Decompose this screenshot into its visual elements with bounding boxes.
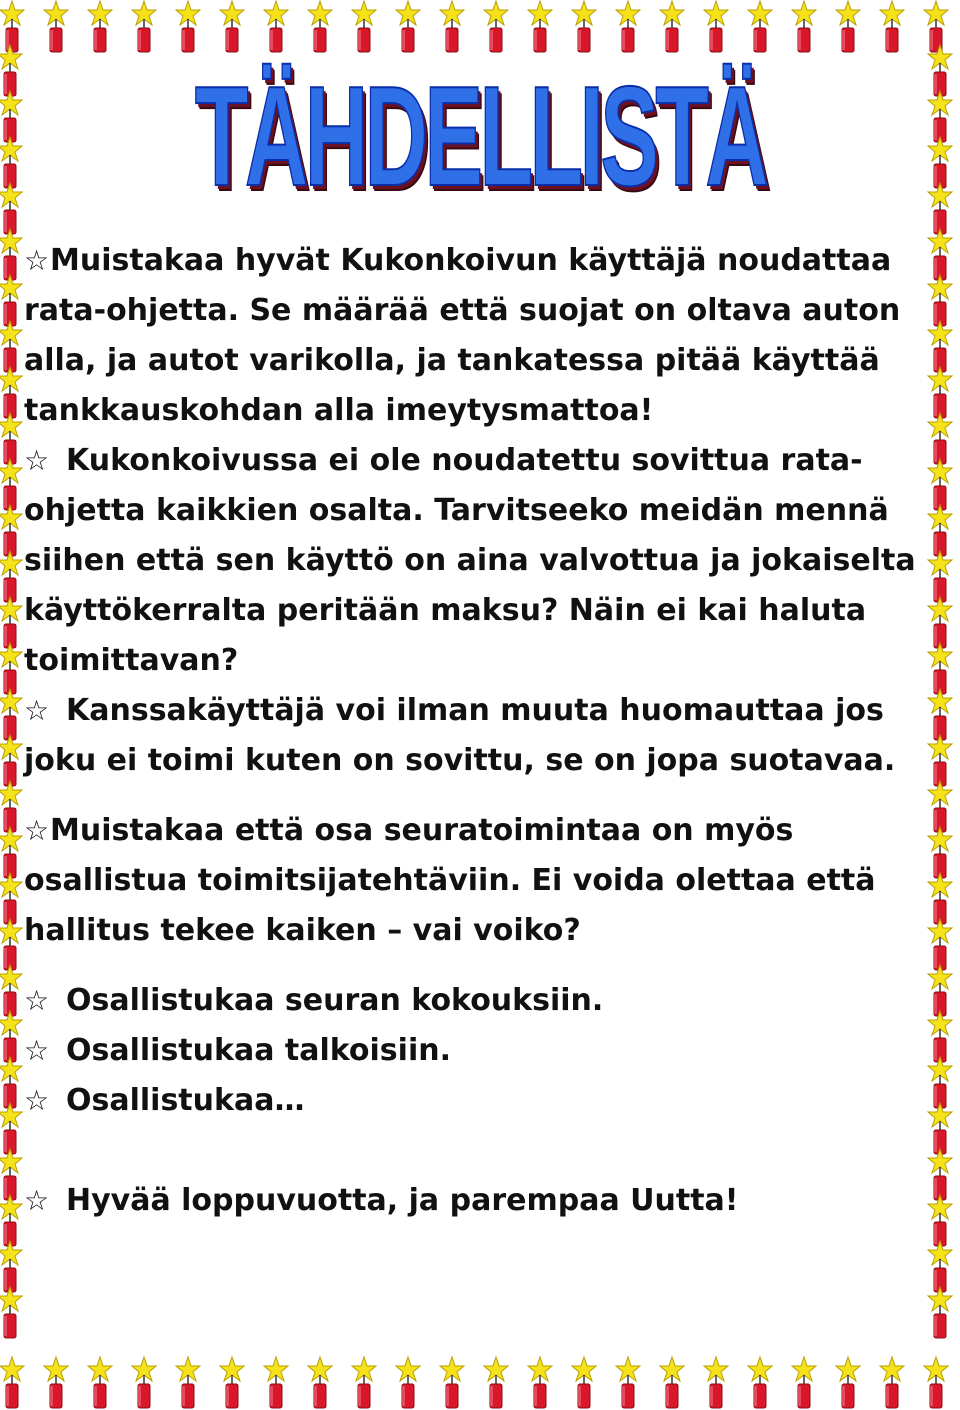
firecracker-icon [0, 321, 22, 372]
firecracker-icon [0, 367, 22, 418]
list-item-talkoot [24, 1026, 924, 1076]
firecracker-icon [0, 1057, 22, 1108]
firecracker-icon [0, 781, 22, 832]
firecracker-icon [616, 1357, 640, 1408]
list-item-kokoukset [24, 976, 924, 1026]
firecracker-icon [928, 551, 952, 602]
firecracker-icon [264, 1, 288, 52]
star-outline-icon: ☆ [24, 1034, 50, 1067]
paragraph-text: Kukonkoivussa ei ole noudatettu sovittua rata-ohjetta kaikkien osalta. Tarvitseeko meidän mennä siihen että sen käyttö on aina valvottua ja jokaiselta käyttökerralta peritään maksu? Näin ei kai haluta toimittavan? [24, 443, 916, 678]
document-body [24, 236, 924, 1226]
firecracker-icon [928, 275, 952, 326]
firecracker-icon [352, 1, 376, 52]
firecracker-icon [132, 1, 156, 52]
paragraph-rata-ohje [24, 236, 924, 436]
firecracker-icon [0, 1103, 22, 1154]
firecracker-icon [352, 1357, 376, 1408]
paragraph-text: Muistakaa että osa seuratoimintaa on myös osallistua toimitsijatehtäviin. Ei voida olettaa että hallitus tekee kaiken – vai voiko? [24, 813, 876, 948]
firecracker-icon [792, 1357, 816, 1408]
firecracker-icon [836, 1357, 860, 1408]
firecracker-icon [704, 1357, 728, 1408]
firecracker-icon [176, 1, 200, 52]
firecracker-icon [0, 551, 22, 602]
firecracker-icon [0, 137, 22, 188]
firecracker-icon [0, 1241, 22, 1292]
firecracker-icon [880, 1357, 904, 1408]
paragraph-text: Kanssakäyttäjä voi ilman muuta huomauttaa jos joku ei toimi kuten on sovittu, se on jopa suotavaa. [24, 693, 896, 778]
firecracker-icon [220, 1357, 244, 1408]
firecracker-icon [928, 919, 952, 970]
firecracker-icon [660, 1357, 684, 1408]
firecracker-icon [572, 1, 596, 52]
firecracker-icon [928, 643, 952, 694]
firecracker-icon [0, 919, 22, 970]
list-item-osallistukaa [24, 1076, 924, 1126]
firecracker-icon [928, 1057, 952, 1108]
firecracker-icon [396, 1357, 420, 1408]
firecracker-icon [928, 873, 952, 924]
firecracker-icon [928, 1103, 952, 1154]
firecracker-icon [308, 1, 332, 52]
firecracker-icon [132, 1357, 156, 1408]
firecracker-icon [440, 1, 464, 52]
firecracker-icon [176, 1357, 200, 1408]
firecracker-icon [0, 1287, 22, 1338]
firecracker-icon [748, 1357, 772, 1408]
firecracker-icon [836, 1, 860, 52]
firecracker-icon [0, 91, 22, 142]
page-title: TÄHDELLISTÄ [194, 57, 766, 216]
firecracker-icon [928, 1287, 952, 1338]
firecracker-icon [220, 1, 244, 52]
firecracker-icon [660, 1, 684, 52]
firecracker-icon [928, 229, 952, 280]
firecracker-icon [0, 689, 22, 740]
star-outline-icon: ☆ [24, 984, 50, 1017]
firecracker-icon [928, 505, 952, 556]
firecracker-icon [928, 321, 952, 372]
firecracker-icon [0, 413, 22, 464]
firecracker-icon [528, 1357, 552, 1408]
firecracker-icon [484, 1, 508, 52]
firecracker-icon [928, 1241, 952, 1292]
firecracker-icon [928, 367, 952, 418]
firecracker-icon [0, 45, 22, 96]
paragraph-text: Muistakaa hyvät Kukonkoivun käyttäjä noudattaa rata-ohjetta. Se määrää että suojat on oltava auton alla, ja autot varikolla, ja tankatessa pitää käyttää tankkauskohdan alla imeytysmattoa! [24, 243, 901, 428]
firecracker-icon [0, 1195, 22, 1246]
firecracker-icon [928, 1195, 952, 1246]
firecracker-icon [440, 1357, 464, 1408]
firecracker-icon [0, 597, 22, 648]
firecracker-icon [748, 1, 772, 52]
firecracker-icon [0, 1011, 22, 1062]
firecracker-icon [928, 413, 952, 464]
firecracker-icon [928, 91, 952, 142]
firecracker-icon [928, 735, 952, 786]
firecracker-icon [572, 1357, 596, 1408]
list-item-text: Osallistukaa talkoisiin. [66, 1033, 451, 1068]
closing-greeting [24, 1176, 924, 1226]
firecracker-icon [928, 45, 952, 96]
firecracker-icon [0, 1357, 24, 1408]
paragraph-toimitsijat [24, 806, 924, 956]
firecracker-icon [928, 781, 952, 832]
firecracker-icon [928, 689, 952, 740]
firecracker-icon [0, 643, 22, 694]
firecracker-icon [44, 1, 68, 52]
firecracker-icon [0, 1149, 22, 1200]
firecracker-icon [0, 965, 22, 1016]
firecracker-icon [928, 827, 952, 878]
firecracker-icon [484, 1357, 508, 1408]
firecracker-icon [0, 229, 22, 280]
firecracker-icon [264, 1357, 288, 1408]
firecracker-icon [704, 1, 728, 52]
firecracker-icon [928, 183, 952, 234]
firecracker-icon [616, 1, 640, 52]
firecracker-icon [0, 183, 22, 234]
star-outline-icon: ☆ [24, 694, 50, 727]
star-outline-icon: ☆ [24, 244, 50, 277]
firecracker-icon [0, 827, 22, 878]
firecracker-icon [308, 1357, 332, 1408]
firecracker-icon [88, 1, 112, 52]
firecracker-icon [396, 1, 420, 52]
firecracker-icon [924, 1357, 948, 1408]
firecracker-icon [928, 459, 952, 510]
firecracker-icon [928, 1011, 952, 1062]
paragraph-kanssakayttaja [24, 686, 924, 786]
firecracker-icon [928, 1149, 952, 1200]
firecracker-icon [0, 1, 24, 52]
firecracker-icon [0, 735, 22, 786]
firecracker-icon [928, 965, 952, 1016]
closing-text: Hyvää loppuvuotta, ja parempaa Uutta! [66, 1183, 739, 1218]
firecracker-icon [928, 137, 952, 188]
firecracker-icon [0, 505, 22, 556]
firecracker-icon [528, 1, 552, 52]
firecracker-icon [44, 1357, 68, 1408]
star-outline-icon: ☆ [24, 1184, 50, 1217]
star-outline-icon: ☆ [24, 1084, 50, 1117]
star-outline-icon: ☆ [24, 444, 50, 477]
firecracker-icon [924, 1, 948, 52]
firecracker-icon [928, 597, 952, 648]
firecracker-icon [0, 873, 22, 924]
firecracker-icon [0, 275, 22, 326]
firecracker-icon [0, 459, 22, 510]
list-item-text: Osallistukaa… [66, 1083, 305, 1118]
firecracker-icon [88, 1357, 112, 1408]
firecracker-icon [792, 1, 816, 52]
star-outline-icon: ☆ [24, 814, 50, 847]
list-item-text: Osallistukaa seuran kokouksiin. [66, 983, 604, 1018]
paragraph-noudatettu [24, 436, 924, 686]
firecracker-icon [880, 1, 904, 52]
